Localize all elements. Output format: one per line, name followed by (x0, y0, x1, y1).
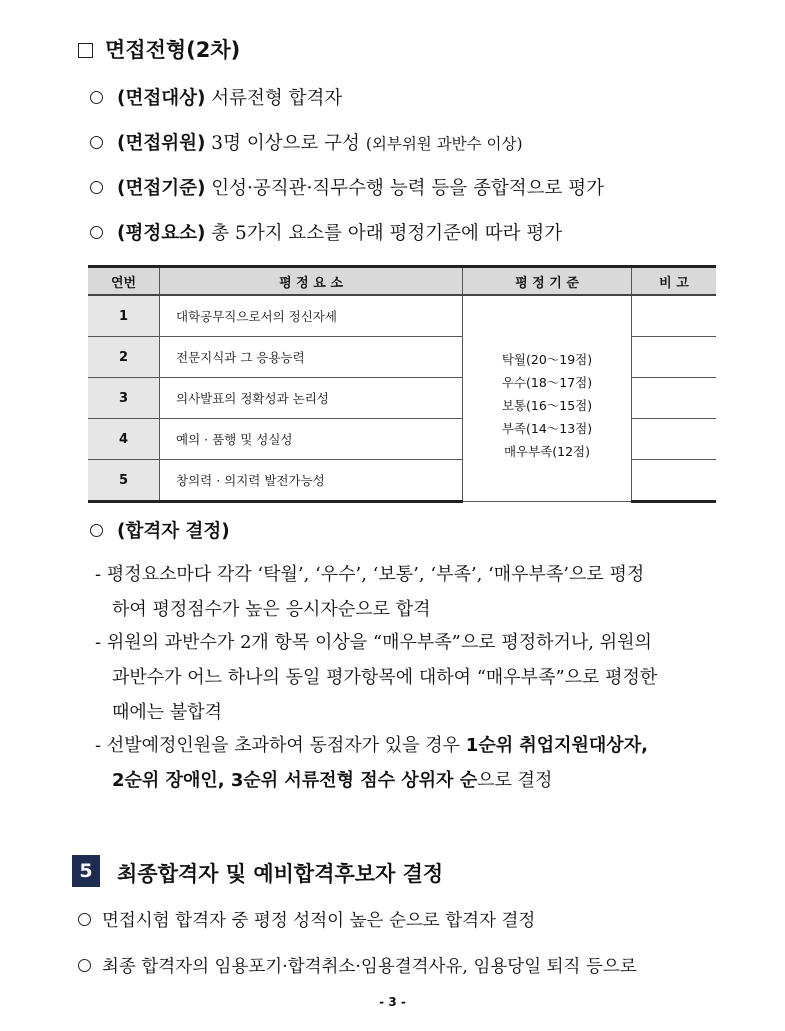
criteria-cell (463, 295, 632, 502)
section-5-item: 면접시험 합격자 중 평정 성적이 높은 순으로 합격자 결정 (78, 907, 535, 932)
row-number: 3 (88, 378, 160, 419)
table-header-row (88, 267, 716, 296)
square-bullet-icon (78, 43, 93, 58)
decision-bullet-2: - 위원의 과반수가 2개 항목 이상을 “매우부족”으로 평정하거나, 위원의 과반수가 어느 하나의 동일 평가항목에 대하여 “매우부족”으로 평정한 때에는 불합격 (95, 632, 658, 723)
item-interview-criteria: (면접기준) 인성·공직관·직무수행 능력 등을 종합적으로 평가 (90, 174, 604, 200)
item-evaluation-elements: (평정요소) 총 5가지 요소를 아래 평정기준에 따라 평가 (90, 219, 562, 245)
circle-bullet-icon (90, 524, 103, 537)
circle-bullet-icon (90, 136, 103, 149)
section-5-title: 최종합격자 및 예비합격후보자 결정 (117, 862, 444, 886)
row-note (632, 460, 717, 502)
row-note (632, 419, 717, 460)
section-heading: 면접전형(2차) (78, 34, 240, 64)
dash-bullet: - (95, 564, 107, 585)
criteria-line: 우수(18～17점) (501, 375, 593, 390)
row-note (632, 337, 717, 378)
row-note (632, 295, 717, 337)
row-element: 창의력 · 의지력 발전가능성 (160, 460, 463, 502)
item-interview-target: (면접대상) 서류전형 합격자 (90, 84, 342, 110)
criteria-line: 탁월(20～19점) (501, 352, 593, 367)
page-number: - 3 - (379, 995, 406, 1009)
row-number: 5 (88, 460, 160, 502)
col-header-no: 연번 (88, 267, 160, 296)
col-header-criteria: 평 정 기 준 (463, 267, 632, 296)
row-element: 전문지식과 그 응용능력 (160, 337, 463, 378)
row-element: 대학공무직으로서의 정신자세 (160, 295, 463, 337)
criteria-line: 매우부족(12점) (503, 444, 591, 459)
circle-bullet-icon (78, 959, 91, 972)
item-interview-committee: (면접위원) 3명 이상으로 구성 (외부위원 과반수 이상) (90, 129, 523, 155)
criteria-line: 부족(14～13점) (501, 421, 593, 436)
row-number: 4 (88, 419, 160, 460)
decision-bullet-3: - 선발예정인원을 초과하여 동점자가 있을 경우 1순위 취업지원대상자, 2순위 장애인, 3순위 서류전형 점수 상위자 순으로 결정 (95, 735, 648, 791)
circle-bullet-icon (90, 181, 103, 194)
circle-bullet-icon (90, 226, 103, 239)
circle-bullet-icon (78, 913, 91, 926)
decision-bullet-1: - 평정요소마다 각각 ‘탁월’, ‘우수’, ‘보통’, ‘부족’, ‘매우부족’으로 평정 하여 평정점수가 높은 응시자순으로 합격 (95, 564, 645, 620)
row-element: 예의 · 품행 및 성실성 (160, 419, 463, 460)
section-number-badge: 5 (72, 855, 100, 887)
row-number: 1 (88, 295, 160, 337)
col-header-note: 비 고 (632, 267, 717, 296)
evaluation-table (88, 265, 716, 503)
circle-bullet-icon (90, 91, 103, 104)
row-number: 2 (88, 337, 160, 378)
col-header-element: 평 정 요 소 (160, 267, 463, 296)
row-element: 의사발표의 정확성과 논리성 (160, 378, 463, 419)
criteria-line: 보통(16～15점) (501, 398, 593, 413)
table-row (88, 295, 716, 337)
dash-bullet: - (95, 735, 107, 756)
row-note (632, 378, 717, 419)
dash-bullet: - (95, 632, 107, 653)
decision-heading: (합격자 결정) (90, 517, 230, 543)
section-5-item: 최종 합격자의 임용포기·합격취소·임용결격사유, 임용당일 퇴직 등으로 (78, 953, 637, 978)
